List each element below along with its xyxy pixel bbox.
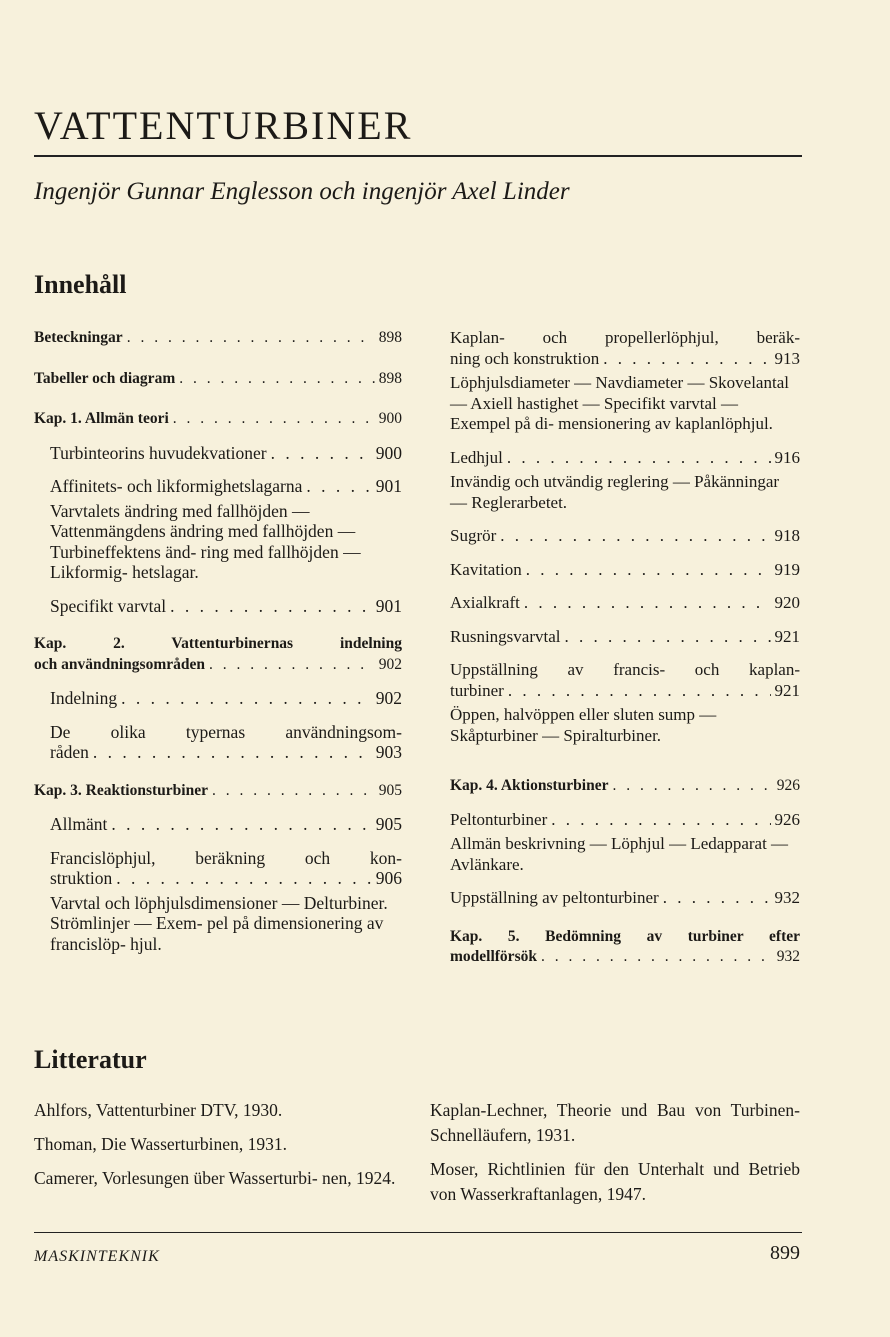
toc-entry: Kap. 2. Vattenturbinernas indelning och användningsområden . . . 902 (34, 634, 402, 675)
toc-entry: Uppställning av peltonturbiner . . . 932 (450, 888, 800, 909)
literature-right-column (430, 1098, 800, 1216)
toc-entry: Specifikt varvtal . . . 901 (34, 596, 402, 617)
toc-entry: Allmänt . . . 905 (34, 814, 402, 835)
toc-entry: Beteckningar . . . 898 (34, 328, 402, 349)
toc-entry: Kaplan- och propellerlöphjul, beräk- ning och konstruktion . . . 913 (450, 328, 800, 369)
toc-entry: Sugrör . . . 918 (450, 526, 800, 547)
toc-subtopics: Löphjulsdiameter — Navdiameter — Skovelantal — Axiell hastighet — Specifikt varvtal — Exempel på di- mensionering av kaplanlöphjul. (450, 373, 789, 433)
toc-subtopics: Allmän beskrivning — Löphjul — Ledapparat — Avlänkare. (450, 834, 789, 874)
toc-right-column (450, 328, 800, 981)
authors-line: Ingenjör Gunnar Englesson och ingenjör Axel Linder (34, 178, 570, 205)
toc-entry: Peltonturbiner . . . 926 (450, 810, 800, 831)
toc-entry: De olika typernas användningsom- råden . . . 903 (34, 722, 402, 763)
toc-entry: Kap. 5. Bedömning av turbiner efter modellförsök . . . 932 (450, 927, 800, 968)
contents-heading: Innehåll (34, 270, 127, 299)
toc-entry: Kap. 3. Reaktionsturbiner . . . 905 (34, 781, 402, 802)
toc-subtopics: Invändig och utvändig reglering — Påkänningar — Reglerarbetet. (450, 472, 780, 512)
literature-item: Moser, Richtlinien für den Unterhalt und Betrieb von Wasserkraftanlagen, 1947. (430, 1159, 800, 1204)
toc-subtopics: Öppen, halvöppen eller sluten sump — Skåpturbiner — Spiralturbiner. (450, 705, 717, 745)
toc-entry: Kavitation . . . 919 (450, 560, 800, 581)
toc-left-column (34, 328, 402, 967)
toc-entry: Ledhjul . . . 916 (450, 448, 800, 469)
toc-subtopics: Varvtal och löphjulsdimensioner — Delturbiner. Strömlinjer — Exem- pel på dimensionering av francislöp- hjul. (50, 892, 388, 954)
toc-entry: Turbinteorins huvudekvationer . . . 900 (34, 443, 402, 464)
literature-left-column (34, 1098, 414, 1200)
toc-entry: Affinitets- och likformighetslagarna . . . 901 (34, 476, 402, 497)
toc-entry: Francislöphjul, beräkning och kon- struktion . . . 906 (34, 848, 402, 889)
page-number: 899 (770, 1242, 800, 1264)
literature-item: Kaplan-Lechner, Theorie und Bau von Turbinen-Schnelläufern, 1931. (430, 1100, 800, 1145)
title-rule (34, 155, 802, 157)
footer-rule (34, 1232, 802, 1233)
toc-entry: Axialkraft . . . 920 (450, 593, 800, 614)
toc-entry: Uppställning av francis- och kaplan- turbiner . . . 921 (450, 660, 800, 701)
toc-entry: Rusningsvarvtal . . . 921 (450, 627, 800, 648)
toc-subtopics: Varvtalets ändring med fallhöjden — Vattenmängdens ändring med fallhöjden — Turbineffektens änd- ring med fallhöjden — Likformig- hetslagar. (50, 500, 361, 582)
toc-entry: Indelning . . . 902 (34, 688, 402, 709)
toc-entry: Kap. 4. Aktionsturbiner . . . 926 (450, 776, 800, 797)
page-title: VATTENTURBINER (34, 103, 413, 148)
toc-entry: Tabeller och diagram . . . 898 (34, 369, 402, 390)
literature-item: Ahlfors, Vattenturbiner DTV, 1930. (34, 1100, 283, 1120)
literature-item: Camerer, Vorlesungen über Wasserturbi- nen, 1924. (34, 1168, 396, 1188)
literature-heading: Litteratur (34, 1045, 147, 1074)
footer-section: MASKINTEKNIK (34, 1248, 160, 1265)
literature-item: Thoman, Die Wasserturbinen, 1931. (34, 1134, 287, 1154)
toc-entry: Kap. 1. Allmän teori . . . 900 (34, 409, 402, 430)
